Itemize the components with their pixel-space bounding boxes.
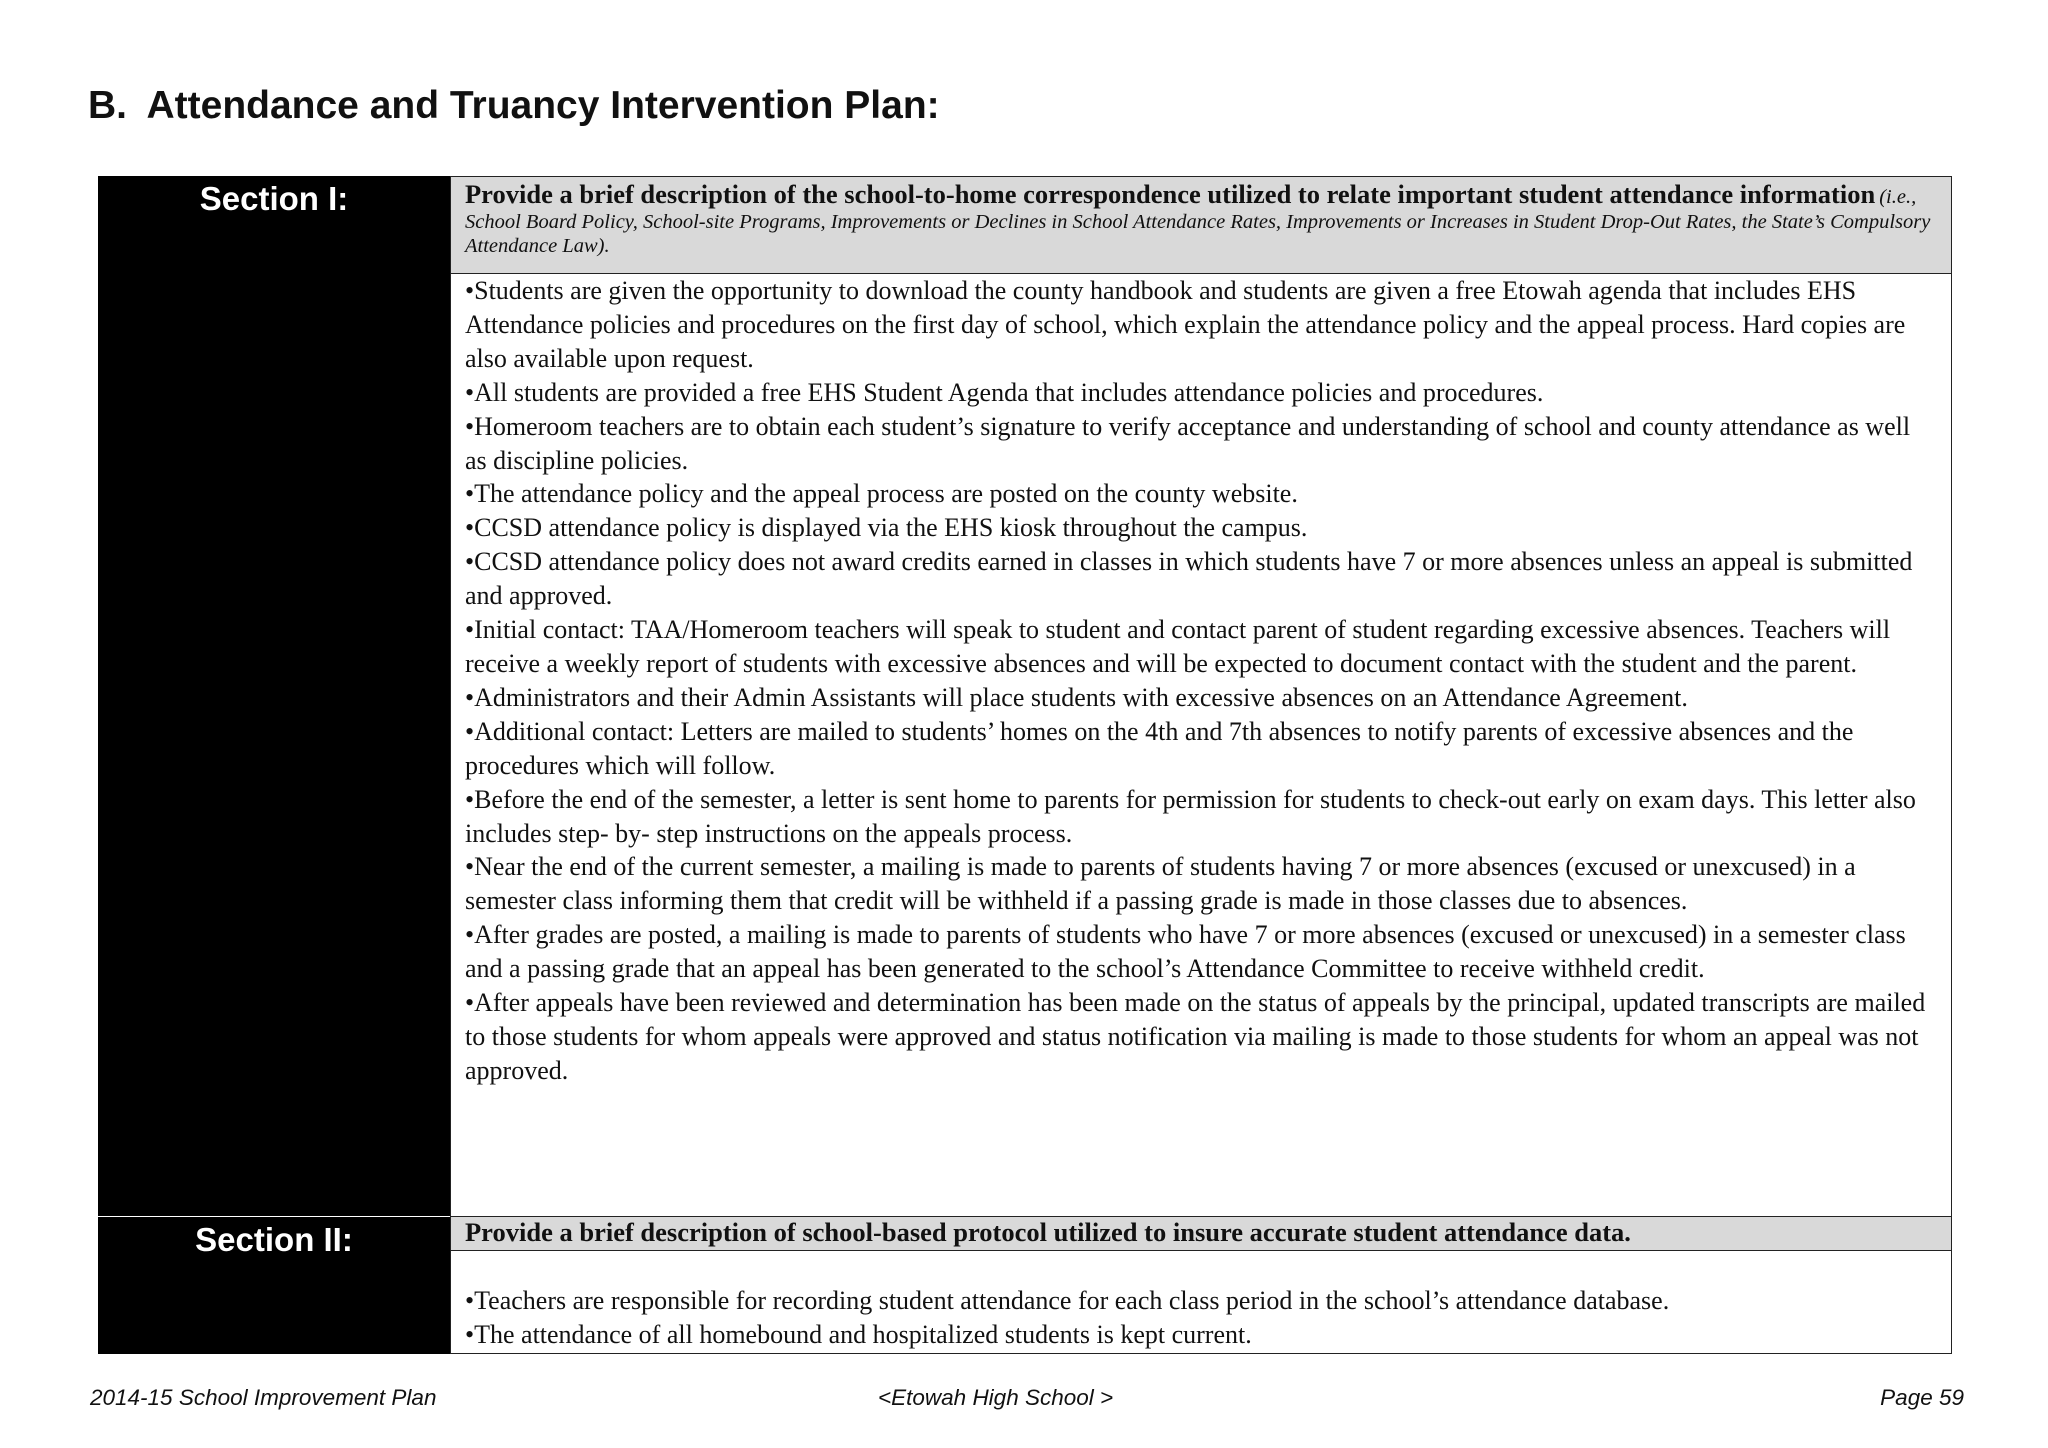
section-2-bullet: •Teachers are responsible for recording student attendance for each class period in the school’s attendance database. [465,1286,1670,1315]
section-1-bullet: •Administrators and their Admin Assistants will place students with excessive absences on an Attendance Agreement. [465,682,1688,712]
section-2-body [451,1251,1951,1352]
intervention-plan-table [98,176,1954,1354]
section-1-content-cell [450,176,1952,1217]
section-1-body [451,274,1951,1088]
section-1-bullet: •Homeroom teachers are to obtain each student’s signature to verify acceptance and understanding of school and county attendance as well as discipline policies. [465,411,1911,475]
section-2-bullet: •The attendance of all homebound and hospitalized students is kept current. [465,1319,1252,1349]
section-1-bullet: •CCSD attendance policy does not award credits earned in classes in which students have 7 or more absences unless an appeal is submitted and approved. [465,547,1913,611]
section-1-bullet: •Students are given the opportunity to download the county handbook and students are given a free Etowah agenda that includes EHS Attendance policies and procedures on the first day of school, which explain the attendance policy and the appeal process. Hard copies are also available upon request. [465,276,1906,373]
footer-plan-title: 2014-15 School Improvement Plan [90,1385,437,1410]
section-1-label: Section I: [199,180,349,217]
section-1-bullet: •CCSD attendance policy is displayed via the EHS kiosk throughout the campus. [465,513,1308,543]
section-1-bullet: •After appeals have been reviewed and determination has been made on the status of appeals by the principal, updated transcripts are mailed to those students for whom appeals were approved and status notification via mailing is made to those students for whom an appeal was not approved. [465,988,1926,1085]
footer-school-name: <Etowah High School > [878,1385,1114,1410]
section-2-prompt [451,1217,1951,1251]
section-1-bullet: •Initial contact: TAA/Homeroom teachers will speak to student and contact parent of student regarding excessive absences. Teachers will receive a weekly report of students with excessive absences and will be expected to document contact with the student and the parent. [465,615,1891,678]
section-1-prompt-italic: (i.e., School Board Policy, School-site Programs, Improvements or Declines in School Attendance Rates, Improvements or Increases in Student Drop-Out Rates, the State’s Compulsory Attendance Law). [465,186,1931,257]
section-1-bullet: •Additional contact: Letters are mailed to students’ homes on the 4th and 7th absences to notify parents of excessive absences and the procedures which will follow. [465,716,1854,780]
section-1-prompt [451,177,1951,274]
section-2-prompt-bold: Provide a brief description of school-based protocol utilized to insure accurate student attendance data. [465,1217,1631,1247]
section-1-bullet: •The attendance policy and the appeal process are posted on the county website. [465,479,1298,509]
section-1-bullet: •Before the end of the semester, a letter is sent home to parents for permission for students to check-out early on exam days. This letter also includes step- by- step instructions on the appeals process. [465,784,1916,848]
section-1-bullet: •Near the end of the current semester, a mailing is made to parents of students having 7 or more absences (excused or unexcused) in a semester class informing them that credit will be withheld if a passing grade is made in those classes due to absences. [465,852,1856,916]
section-1-prompt-bold: Provide a brief description of the school-to-home correspondence utilized to relate important student attendance information [465,179,1876,209]
section-2-content-cell [450,1216,1952,1354]
page-title: B. Attendance and Truancy Intervention Plan: [88,84,940,127]
section-1-label-cell [98,176,450,1216]
section-1-bullet: •After grades are posted, a mailing is made to parents of students who have 7 or more absences (excused or unexcused) in a semester class and a passing grade that an appeal has been generated to the school’s Attendance Committee to receive withheld credit. [465,920,1906,984]
section-2-label-cell [98,1217,450,1354]
section-2-label: Section II: [195,1221,353,1258]
footer-page-number: Page 59 [1880,1385,1964,1410]
section-1-bullet: •All students are provided a free EHS Student Agenda that includes attendance policies and procedures. [465,377,1544,407]
